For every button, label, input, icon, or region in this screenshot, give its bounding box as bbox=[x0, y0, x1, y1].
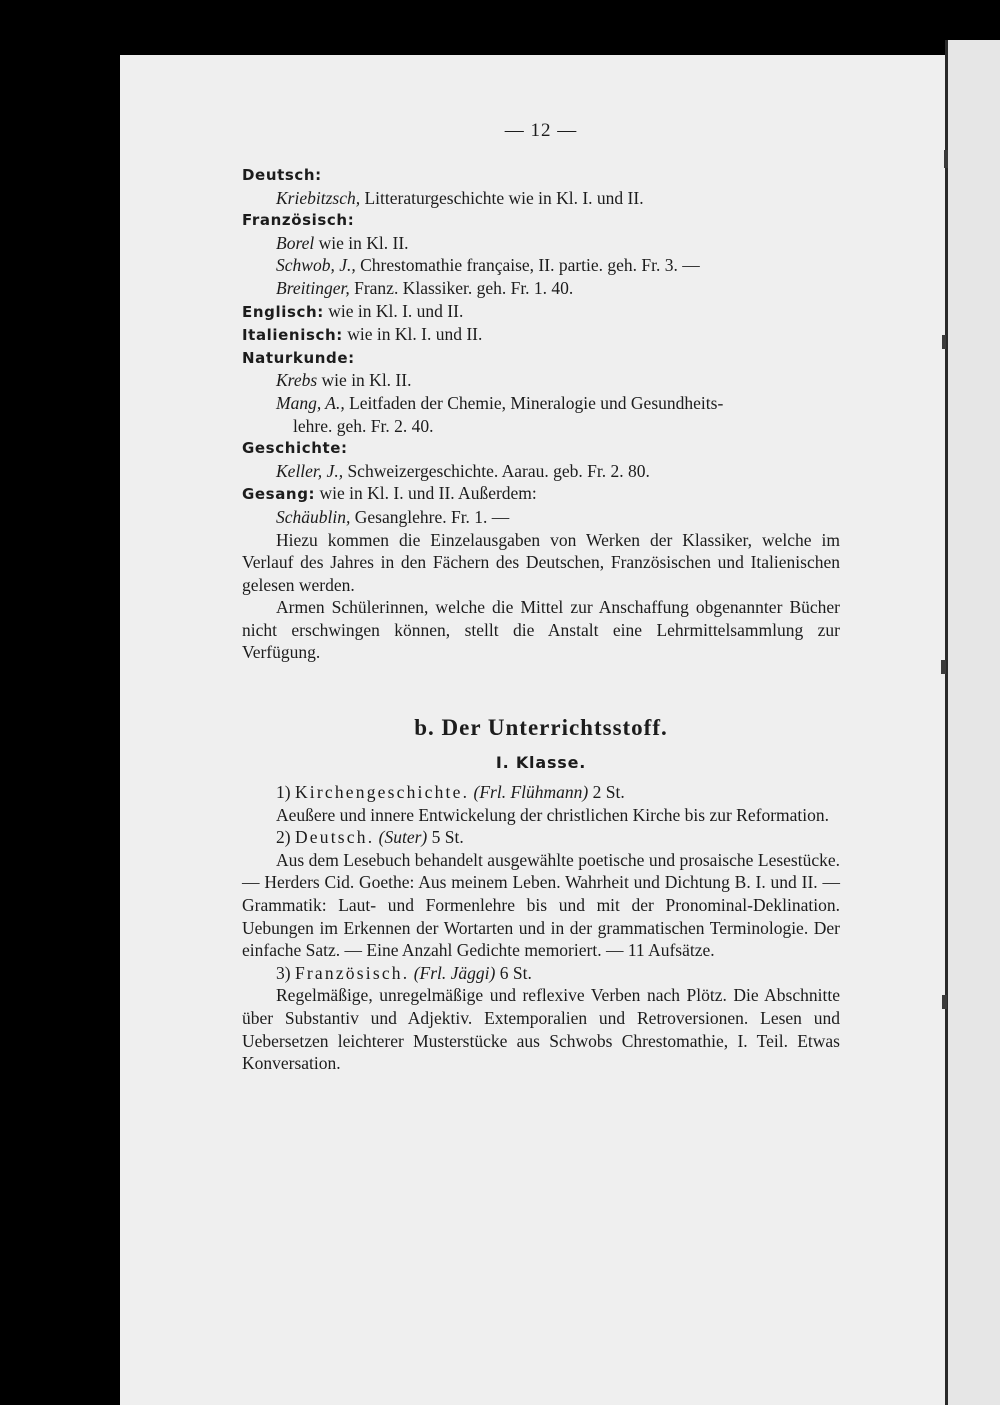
scan-mark bbox=[942, 335, 946, 349]
subject-heading-deutsch: Deutsch: bbox=[242, 166, 322, 184]
book-entry-continued: lehre. geh. Fr. 2. 40. bbox=[293, 415, 434, 436]
book-entry bbox=[242, 392, 840, 415]
subject-description: Aus dem Lesebuch behandelt ausgewählte poetische und prosaische Lesestücke. — Herders Cid. Goethe: Aus meinem Leben. Wahrheit und Dichtung B. I. und II. — Grammatik: Laut- und Formenlehre bis und mit der Pronominal-Deklination. Uebungen im Erkennen der Wortarten und in der grammatischen Terminologie. Der einfache Satz. — Eine Anzahl Gedichte memoriert. — 11 Aufsätze. bbox=[242, 849, 840, 961]
subject-number: 2) bbox=[276, 827, 291, 848]
paragraph-lehrmittel: Armen Schülerinnen, welche die Mittel zur Anschaffung obgenannter Bücher nicht erschwingen können, stellt die Anstalt eine Lehrmittelsammlung zur Verfügung. bbox=[242, 597, 840, 663]
book-title: wie in Kl. I. und II. bbox=[342, 324, 483, 345]
subject-description: Regelmäßige, unregelmäßige und reflexive Verben nach Plötz. Die Abschnitte über Substantiv und Adjektiv. Extemporalien und Retroversionen. Lesen und Uebersetzen leichterer Musterstücke aus Schwobs Chrestomathie, I. Teil. Etwas Konversation. bbox=[242, 985, 840, 1074]
author: Breitinger, bbox=[276, 277, 350, 298]
book-title: Franz. Klassiker. geh. Fr. 1. 40. bbox=[349, 277, 574, 298]
subject-name: Deutsch. bbox=[294, 827, 375, 848]
book-entry bbox=[242, 369, 840, 392]
book-title: wie in Kl. II. bbox=[314, 232, 409, 253]
subject-3 bbox=[242, 962, 840, 1075]
book-title: Gesanglehre. Fr. 1. — bbox=[350, 506, 510, 527]
subject-heading-naturkunde: Naturkunde: bbox=[242, 348, 355, 367]
hours: 5 St. bbox=[431, 827, 464, 848]
author: Kriebitzsch, bbox=[276, 187, 361, 208]
book-title: Leitfaden der Chemie, Mineralogie und Gesundheits- bbox=[344, 392, 724, 413]
hours: 6 St. bbox=[499, 962, 532, 983]
book-title: Schweizergeschichte. Aarau. geb. Fr. 2. 80. bbox=[343, 460, 650, 481]
author: Keller, J., bbox=[276, 460, 344, 481]
teacher: (Frl. Jäggi) bbox=[413, 962, 496, 983]
author: Mang, A., bbox=[276, 392, 345, 413]
teacher: (Frl. Flühmann) bbox=[473, 782, 589, 802]
page-number: — 12 — bbox=[504, 120, 578, 141]
hours: 2 St. bbox=[592, 782, 625, 802]
subject-description: Aeußere und innere Entwickelung der christlichen Kirche bis zur Reformation. bbox=[276, 804, 830, 825]
subject-2 bbox=[242, 826, 840, 962]
class-heading: I. Klasse. bbox=[495, 753, 587, 772]
book-entry bbox=[242, 254, 840, 277]
book-title: wie in Kl. I. und II. Außerdem: bbox=[315, 483, 537, 504]
teacher: (Suter) bbox=[378, 827, 428, 848]
subject-title bbox=[242, 962, 840, 985]
subject-1 bbox=[242, 781, 840, 826]
subject-heading-englisch: Englisch: bbox=[242, 302, 324, 321]
book-title: wie in Kl. II. bbox=[317, 370, 412, 391]
subject-heading-geschichte: Geschichte: bbox=[242, 439, 348, 458]
book-title: Litteraturgeschichte wie in Kl. I. und II. bbox=[360, 187, 644, 208]
subject-title bbox=[242, 781, 840, 804]
section-heading: b. Der Unterrichtsstoff. bbox=[414, 715, 668, 740]
curriculum-section bbox=[242, 713, 840, 1075]
book-title: wie in Kl. I. und II. bbox=[323, 300, 464, 321]
subject-number: 3) bbox=[276, 962, 291, 983]
book-entry bbox=[242, 506, 840, 529]
subject-heading-italienisch: Italienisch: bbox=[242, 326, 343, 345]
book-entry bbox=[242, 277, 840, 300]
subject-heading-franzoesisch: Französisch: bbox=[242, 211, 355, 230]
subject-name: Kirchengeschichte. bbox=[294, 782, 470, 802]
paragraph-klassiker: Hiezu kommen die Einzelausgaben von Werken der Klassiker, welche im Verlauf des Jahres in den Fächern des Deutschen, Französischen und Italienischen gelesen werden. bbox=[242, 529, 840, 595]
book-entry-englisch bbox=[242, 300, 840, 324]
subject-number: 1) bbox=[276, 782, 291, 802]
book-title: Chrestomathie française, II. partie. geh. Fr. 3. — bbox=[355, 255, 700, 276]
author: Borel bbox=[276, 232, 315, 253]
book-entry-gesang bbox=[242, 482, 840, 506]
scan-mark bbox=[944, 150, 948, 168]
book-entry-italienisch bbox=[242, 323, 840, 347]
author: Krebs bbox=[276, 370, 318, 391]
book-entry bbox=[242, 232, 840, 255]
subject-heading-gesang: Gesang: bbox=[242, 485, 316, 504]
subject-title bbox=[242, 826, 840, 849]
scan-mark bbox=[942, 995, 947, 1009]
book-entry bbox=[242, 187, 840, 210]
adjacent-page-edge bbox=[945, 40, 1000, 1405]
book-entry bbox=[242, 460, 840, 483]
author: Schwob, J., bbox=[276, 255, 356, 276]
scan-mark bbox=[941, 660, 946, 674]
book-list bbox=[242, 164, 840, 664]
subject-name: Französisch. bbox=[294, 962, 410, 983]
author: Schäublin, bbox=[276, 506, 351, 527]
